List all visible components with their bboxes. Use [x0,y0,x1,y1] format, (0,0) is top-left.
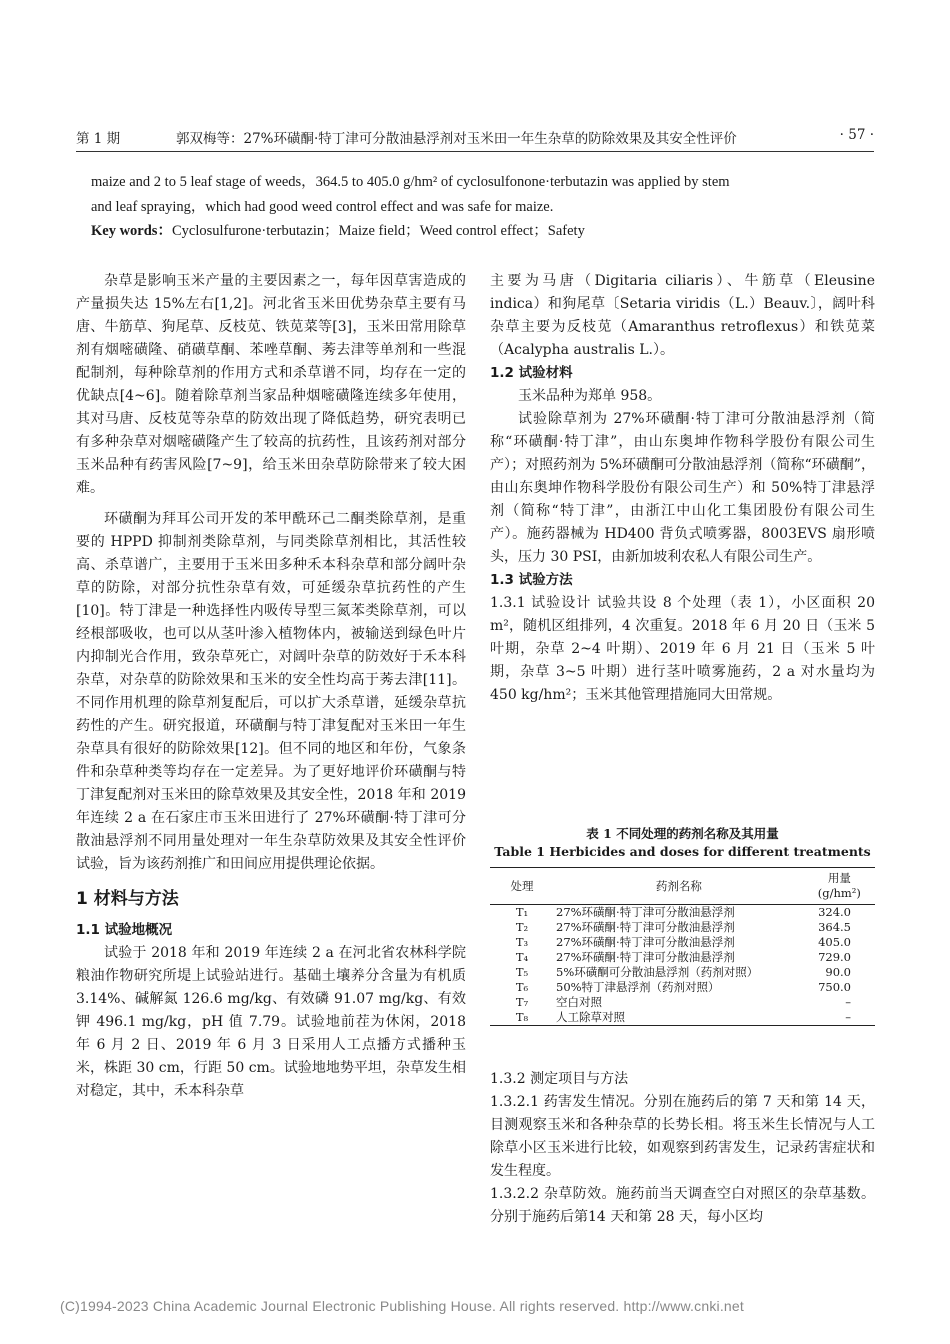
table-row [490,920,875,935]
table-header-row [490,868,875,905]
row-treatment: T₆ [515,980,529,994]
materials-paragraph: 试验除草剂为 27%环磺酮·特丁津可分散油悬浮剂（简称“环磺酮·特丁津”，由山东奥坤作物科学股份有限公司生产）；对照药剂为 5%环磺酮可分散油悬浮剂（简称“环磺酮”，由山东奥坤作物科学股份有限公司生产）和 50%特丁津悬浮剂（简称“特丁津”，由浙江中山化工集团股份有限公司生产）。施药器械为 HD400 背负式喷雾器，8003EVS 扇形喷头，压力 30 PSI，由新加坡利农私人有限公司生产。 [490,411,875,565]
header-rule [76,151,874,152]
table-caption-en: Table 1 Herbicides and doses for different treatments [494,844,871,859]
row-dose: 324.0 [818,905,851,919]
running-header [76,127,874,149]
table-row [490,1010,875,1026]
row-herbicide: 空白对照 [556,995,602,1009]
table-row [490,905,875,921]
abstract-line-2: and leaf spraying，which had good weed control effect and was safe for maize. [91,199,554,215]
keywords-text: Cyclosulfurone·terbutazin；Maize field；Weed control effect；Safety [171,223,585,239]
intro-paragraph-2: 环磺酮为拜耳公司开发的苯甲酰环己二酮类除草剂，是重要的 HPPD 抑制剂类除草剂，与同类除草剂相比，其活性较高、杀草谱广，主要用于玉米田多种禾本科杂草和部分阔叶杂草的防除，对部分抗性杂草有效，可延缓杂草抗药性的产生[10]。特丁津是一种选择性内吸传导型三氮苯类除草剂，可以经根部吸收，也可以从茎叶渗入植物体内，被输送到绿色叶片内抑制光合作用，致杂草死亡，对阔叶杂草的防效好于禾本科杂草，对杂草的防除效果和玉米的安全性均高于莠去津[11]。不同作用机理的除草剂复配后，可以扩大杀草谱，延缓杂草抗药性的产生。研究报道，环磺酮与特丁津复配对玉米田一年生杂草具有很好的防除效果[12]。但不同的地区和年份，气象条件和杂草种类等均存在一定差异。为了更好地评价环磺酮与特丁津复配剂对玉米田的除草效果及其安全性，2018 年和 2019 年连续 2 a 在石家庄市玉米田进行了 27%环磺酮·特丁津可分散油悬浮剂不同用量处理对一年生杂草防效果及其安全性评价试验，旨为该药剂推广和田间应用提供理论依据。 [76,511,466,872]
row-treatment: T₂ [515,920,529,934]
row-treatment: T₅ [515,965,529,979]
page-number: · 57 · [839,127,874,143]
running-title: 郭双梅等：27%环磺酮·特丁津可分散油悬浮剂对玉米田一年生杂草的防除效果及其安全性评价 [176,131,737,147]
row-dose: 405.0 [818,935,851,949]
keywords [91,219,861,244]
treatment-table [490,867,875,1026]
col-header-dose-label: 用量 [827,871,851,885]
col-header-dose [804,868,875,905]
row-dose: 364.5 [818,920,851,934]
col-header-dose-unit: (g/hm²) [817,886,861,900]
row-treatment: T₄ [515,950,529,964]
weed-control-paragraph: 1.3.2.2 杂草防效。施药前当天调查空白对照区的杂草基数。分别于施药后第14 天和第 28 天，每小区均 [490,1186,875,1225]
table-row [490,965,875,980]
row-dose: 750.0 [818,980,851,994]
phytotoxicity-paragraph: 1.3.2.1 药害发生情况。分别在施药后的第 7 天和第 14 天，目测观察玉米和各种杂草的长势长相。将玉米生长情况与人工除草小区玉米进行比较，如观察到药害发生，记录药害症状和发生程度。 [490,1094,875,1179]
row-herbicide: 27%环磺酮·特丁津可分散油悬浮剂 [556,935,735,949]
table-row [490,950,875,965]
weed-species-paragraph: 主要为马唐（Digitaria ciliaris）、牛筋草（Eleusine indica）和狗尾草〔Setaria viridis（L.）Beauv.〕，阔叶科杂草主要为反枝苋（Amaranthus retroflexus）和铁苋菜（Acalypha australis L.）。 [490,273,875,358]
issue-number: 第 1 期 [76,131,121,147]
row-herbicide: 人工除草对照 [554,1010,804,1026]
abstract-line-1: maize and 2 to 5 leaf stage of weeds，364.5 to 405.0 g/hm² of cyclosulfonone·terbutazin was applied by stem [91,174,730,190]
row-treatment: T₃ [515,935,529,949]
row-treatment: T₇ [515,995,529,1009]
col-header-name: 药剂名称 [554,868,804,905]
design-paragraph: 1.3.1 试验设计 试验共设 8 个处理（表 1），小区面积 20 m²，随机区组排列，4 次重复。2018 年 6 月 20 日（玉米 5 叶期，杂草 2~4 叶期）、2019 年 6 月 21 日（玉米 5 叶期，杂草 3~5 叶期）进行茎叶喷雾施药，2 a 对水量均为 450 kg/hm²；玉米其他管理措施同大田常规。 [490,595,875,703]
table-caption-cn: 表 1 不同处理的药剂名称及其用量 [586,826,779,841]
row-herbicide: 27%环磺酮·特丁津可分散油悬浮剂 [556,950,735,964]
subsection-heading-1-3: 1.3 试验方法 [490,572,573,588]
col-header-treatment: 处理 [490,868,554,905]
table-row [490,995,875,1010]
row-dose: – [845,995,851,1009]
measurement-heading: 1.3.2 测定项目与方法 [490,1071,629,1087]
row-dose: 729.0 [818,950,851,964]
section-heading-1: 1 材料与方法 [76,889,179,909]
keywords-label: Key words： [91,223,172,239]
table-row [490,980,875,995]
subsection-heading-1-2: 1.2 试验材料 [490,365,573,381]
row-herbicide: 27%环磺酮·特丁津可分散油悬浮剂 [556,920,735,934]
variety-paragraph: 玉米品种为郑单 958。 [518,388,662,404]
row-herbicide: 5%环磺酮可分散油悬浮剂（药剂对照） [556,965,759,979]
table-row [490,935,875,950]
right-column [490,270,875,707]
copyright-footer: (C)1994-2023 China Academic Journal Electronic Publishing House. All rights reserved. http://www.cnki.net [60,1298,744,1314]
row-herbicide: 27%环磺酮·特丁津可分散油悬浮剂 [556,905,735,919]
row-herbicide: 50%特丁津悬浮剂（药剂对照） [556,980,720,994]
row-treatment: T₁ [515,905,529,919]
site-paragraph: 试验于 2018 年和 2019 年连续 2 a 在河北省农林科学院粮油作物研究所堤上试验站进行。基础土壤养分含量为有机质 3.14%、碱解氮 126.6 mg/kg、有效磷 91.07 mg/kg、有效钾 496.1 mg/kg，pH 值 7.79。试验地前茬为休闲，2018 年 6 月 2 日、2019 年 6 月 3 日采用人工点播方式播种玉米，株距 30 cm，行距 50 cm。试验地地势平坦，杂草发生相对稳定，其中，禾本科杂草 [76,945,466,1099]
intro-paragraph-1: 杂草是影响玉米产量的主要因素之一，每年因草害造成的产量损失达 15%左右[1,2]。河北省玉米田优势杂草主要有马唐、牛筋草、狗尾草、反枝苋、铁苋菜等[3]，玉米田常用除草剂有烟嘧磺隆、硝磺草酮、苯唑草酮、莠去津等单剂和一些混配制剂，每种除草剂的作用方式和杀草谱不同，均存在一定的优缺点[4~6]。随着除草剂当家品种烟嘧磺隆连续多年使用，其对马唐、反枝苋等杂草的防效出现了降低趋势，研究表明已有多种杂草对烟嘧磺隆产生了较高的抗药性，且该药剂对部分玉米品种有药害风险[7~9]，给玉米田杂草防除带来了较大困难。 [76,273,466,496]
right-column-lower [490,1068,875,1229]
left-column [76,270,466,1103]
row-dose: 90.0 [825,965,851,979]
row-treatment: T₈ [490,1010,554,1026]
row-dose: – [804,1010,875,1026]
subsection-heading-1-1: 1.1 试验地概况 [76,922,173,938]
